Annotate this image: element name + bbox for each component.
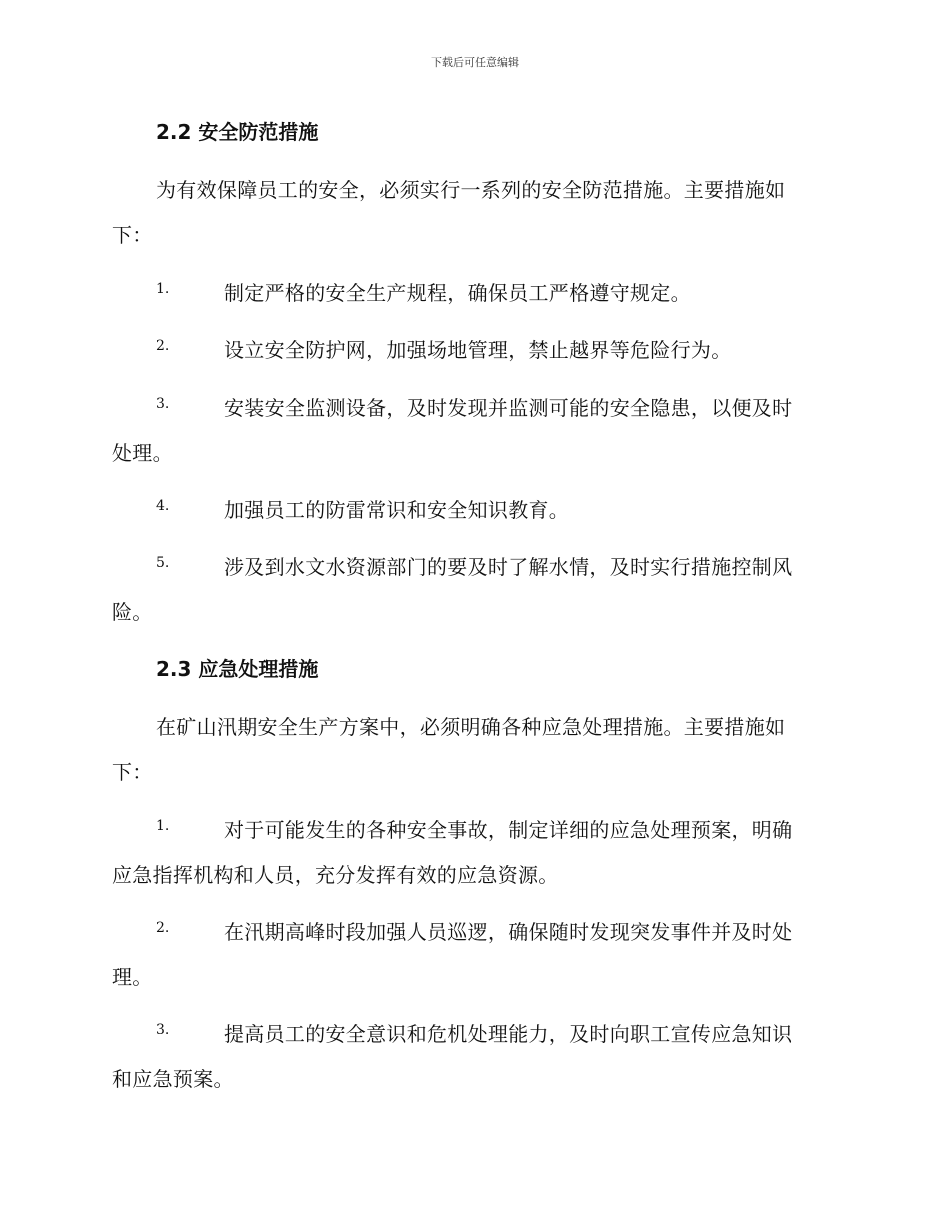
page-header: 下载后可任意编辑 bbox=[431, 56, 519, 69]
item-text: 处理。 bbox=[112, 441, 173, 465]
item-text: 在汛期高峰时段加强人员巡逻，确保随时发现突发事件并及时处 bbox=[224, 920, 793, 944]
section-heading: 2.3 应急处理措施 bbox=[156, 657, 319, 681]
item-number: 1. bbox=[156, 818, 170, 834]
item-text: 应急指挥机构和人员，充分发挥有效的应急资源。 bbox=[112, 863, 559, 887]
item-number: 5. bbox=[156, 555, 170, 571]
item-number: 4. bbox=[156, 498, 170, 514]
item-number: 3. bbox=[156, 396, 170, 412]
item-number: 3. bbox=[156, 1022, 170, 1038]
item-text: 加强员工的防雷常识和安全知识教育。 bbox=[224, 498, 570, 522]
item-text: 制定严格的安全生产规程，确保员工严格遵守规定。 bbox=[224, 281, 691, 305]
section-heading: 2.2 安全防范措施 bbox=[156, 120, 319, 144]
intro-line: 下： bbox=[112, 223, 153, 247]
intro-line: 下： bbox=[112, 760, 153, 784]
item-text: 对于可能发生的各种安全事故，制定详细的应急处理预案，明确 bbox=[224, 818, 793, 842]
item-text: 涉及到水文水资源部门的要及时了解水情，及时实行措施控制风 bbox=[224, 555, 793, 579]
item-text: 提高员工的安全意识和危机处理能力，及时向职工宣传应急知识 bbox=[224, 1022, 793, 1046]
item-text: 和应急预案。 bbox=[112, 1067, 234, 1091]
intro-line: 为有效保障员工的安全，必须实行一系列的安全防范措施。主要措施如 bbox=[156, 178, 786, 202]
item-number: 2. bbox=[156, 338, 170, 354]
intro-line: 在矿山汛期安全生产方案中，必须明确各种应急处理措施。主要措施如 bbox=[156, 715, 786, 739]
item-number: 2. bbox=[156, 920, 170, 936]
item-text: 理。 bbox=[112, 965, 153, 989]
item-text: 安装安全监测设备，及时发现并监测可能的安全隐患，以便及时 bbox=[224, 396, 793, 420]
item-number: 1. bbox=[156, 281, 170, 297]
item-text: 险。 bbox=[112, 600, 153, 624]
item-text: 设立安全防护网，加强场地管理，禁止越界等危险行为。 bbox=[224, 338, 732, 362]
